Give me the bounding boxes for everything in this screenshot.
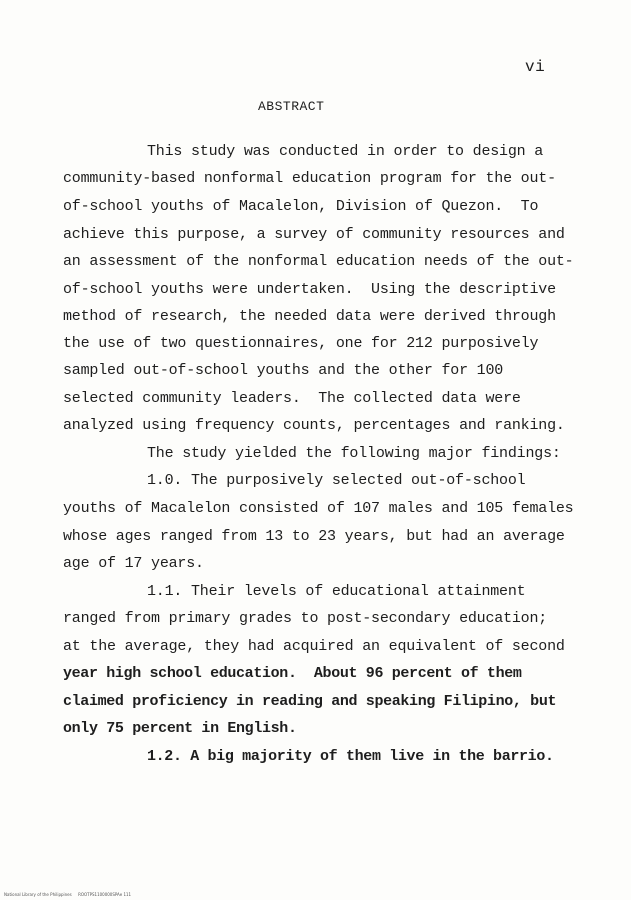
abstract-line: claimed proficiency in reading and speaking Filipino, but xyxy=(63,693,557,710)
abstract-line: year high school education. About 96 percent of them xyxy=(63,665,522,682)
abstract-line: sampled out-of-school youths and the other for 100 xyxy=(63,362,504,379)
abstract-line: ranged from primary grades to post-secondary education; xyxy=(63,610,548,627)
abstract-title: ABSTRACT xyxy=(258,99,325,114)
abstract-line: the use of two questionnaires, one for 212 purposively xyxy=(63,335,539,352)
abstract-line: method of research, the needed data were derived through xyxy=(63,308,556,325)
abstract-line: only 75 percent in English. xyxy=(63,720,297,737)
abstract-line: of-school youths were undertaken. Using the descriptive xyxy=(63,281,556,298)
abstract-line: analyzed using frequency counts, percentages and ranking. xyxy=(63,417,565,434)
abstract-line: whose ages ranged from 13 to 23 years, but had an average xyxy=(63,528,565,545)
page-number: vi xyxy=(525,58,546,76)
abstract-line: at the average, they had acquired an equivalent of second xyxy=(63,638,565,655)
abstract-line: 1.0. The purposively selected out-of-school xyxy=(147,472,526,489)
abstract-line: The study yielded the following major findings: xyxy=(147,445,561,462)
abstract-line: of-school youths of Macalelon, Division of Quezon. To xyxy=(63,198,539,215)
abstract-line: an assessment of the nonformal education needs of the out- xyxy=(63,253,574,270)
abstract-line: 1.2. A big majority of them live in the barrio. xyxy=(147,748,554,765)
abstract-line: This study was conducted in order to design a xyxy=(147,143,544,160)
abstract-line: achieve this purpose, a survey of community resources and xyxy=(63,226,565,243)
abstract-line: youths of Macalelon consisted of 107 males and 105 females xyxy=(63,500,574,517)
abstract-line: community-based nonformal education program for the out- xyxy=(63,170,556,187)
abstract-line: selected community leaders. The collected data were xyxy=(63,390,521,407)
library-footer: National Library of the Philippines ROOTPS1100000SPAe 111 xyxy=(4,892,132,897)
abstract-line: age of 17 years. xyxy=(63,555,204,572)
abstract-line: 1.1. Their levels of educational attainment xyxy=(147,583,526,600)
